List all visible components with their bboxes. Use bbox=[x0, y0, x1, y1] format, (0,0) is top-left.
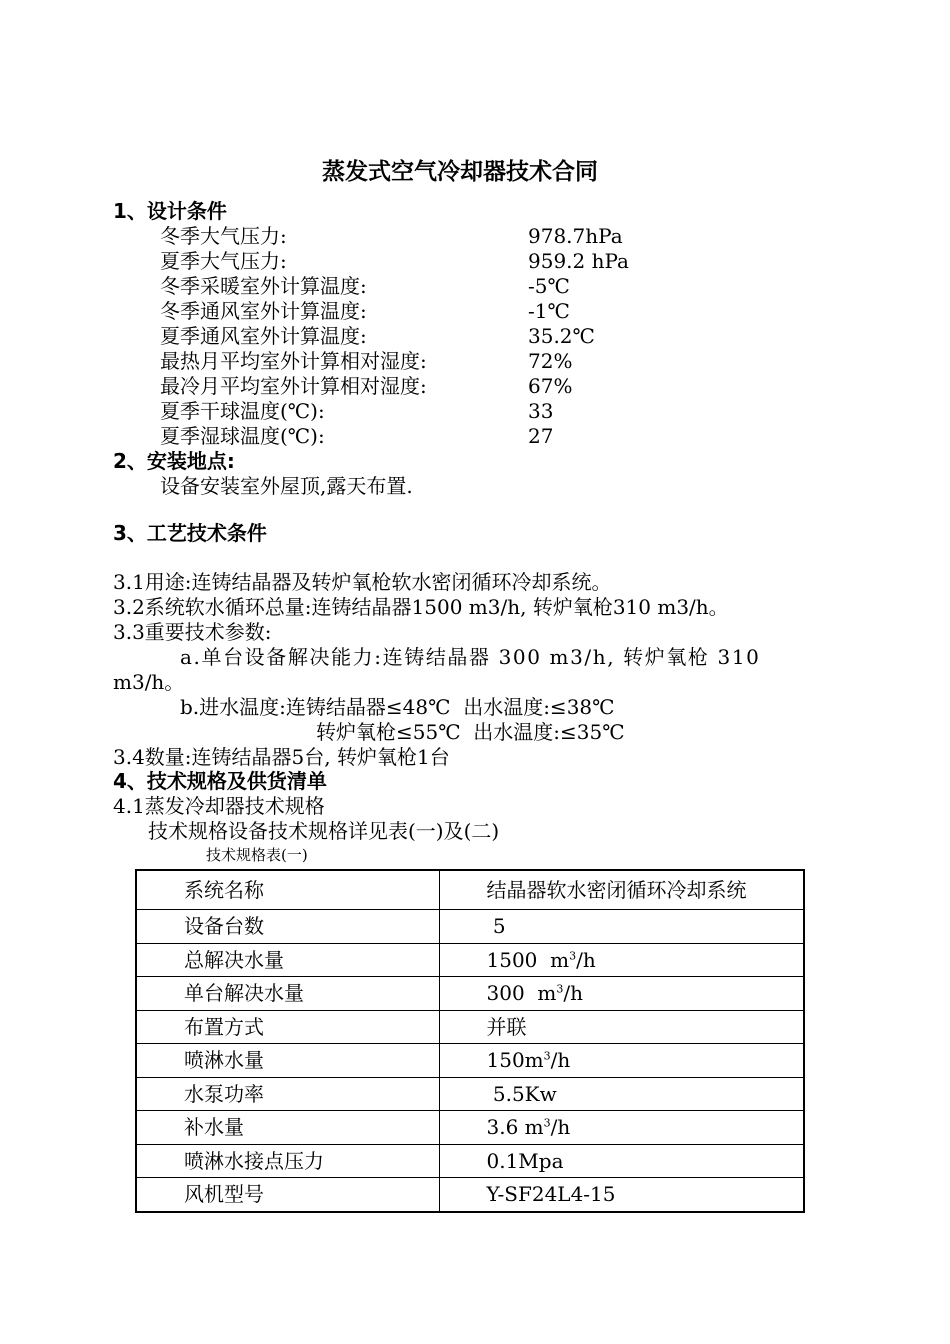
table-caption: 技术规格表(一) bbox=[206, 846, 308, 864]
spec-subheading: 4.1蒸发冷却器技术规格 bbox=[113, 794, 325, 818]
quantity-line: 3.4数量:连铸结晶器5台, 转炉氧枪1台 bbox=[113, 745, 450, 769]
capacity-line-cont: m3/h。 bbox=[113, 670, 185, 694]
condition-label: 最热月平均室外计算相对湿度: bbox=[160, 349, 427, 373]
spec-value bbox=[439, 910, 804, 944]
condition-label: 冬季采暖室外计算温度: bbox=[160, 274, 367, 298]
table-row bbox=[136, 1010, 804, 1044]
table-row bbox=[136, 1178, 804, 1212]
spec-label: 单台解决水量 bbox=[136, 977, 439, 1011]
condition-value: -1℃ bbox=[528, 299, 570, 323]
section-4-heading: 4、技术规格及供货清单 bbox=[113, 769, 327, 793]
spec-reference-line: 技术规格设备技术规格详见表(一)及(二) bbox=[148, 819, 500, 843]
condition-value: -5℃ bbox=[528, 274, 570, 298]
spec-value-text: 150m bbox=[486, 1048, 544, 1073]
spec-value: 并联 bbox=[439, 1010, 804, 1044]
condition-label: 夏季干球温度(℃): bbox=[160, 399, 325, 423]
table-row bbox=[136, 1044, 804, 1078]
spec-value: Y-SF24L4-15 bbox=[439, 1178, 804, 1212]
superscript: 3 bbox=[556, 982, 564, 996]
spec-label: 补水量 bbox=[136, 1111, 439, 1145]
condition-label: 夏季大气压力: bbox=[160, 249, 287, 273]
condition-label: 冬季大气压力: bbox=[160, 224, 287, 248]
section-3-heading: 3、工艺技术条件 bbox=[113, 521, 267, 545]
inlet-temp-line: b.进水温度:连铸结晶器≤48℃ 出水温度:≤38℃ bbox=[180, 695, 615, 719]
capacity-line: a.单台设备解决能力:连铸结晶器 300 m3/h, 转炉氧枪 310 bbox=[180, 645, 761, 669]
condition-value: 978.7hPa bbox=[528, 224, 623, 248]
flow-total-line: 3.2系统软水循环总量:连铸结晶器1500 m3/h, 转炉氧枪310 m3/h。 bbox=[113, 595, 729, 619]
spec-value: 结晶器软水密闭循环冷却系统 bbox=[439, 870, 804, 910]
spec-value-text: 5.5Kw bbox=[486, 1081, 557, 1106]
table-row bbox=[136, 1111, 804, 1145]
condition-label: 最冷月平均室外计算相对湿度: bbox=[160, 374, 427, 398]
spec-unit: /h bbox=[576, 947, 596, 972]
install-location-text: 设备安装室外屋顶,露天布置. bbox=[160, 474, 413, 498]
key-params-line: 3.3重要技术参数: bbox=[113, 620, 272, 644]
spec-label: 设备台数 bbox=[136, 910, 439, 944]
table-row bbox=[136, 977, 804, 1011]
spec-unit: /h bbox=[550, 1115, 571, 1140]
table-row bbox=[136, 1077, 804, 1111]
spec-table bbox=[135, 869, 805, 1213]
spec-value bbox=[439, 1111, 804, 1145]
condition-value: 33 bbox=[528, 399, 554, 423]
table-row bbox=[136, 943, 804, 977]
spec-value-text: 3.6 m bbox=[486, 1115, 544, 1140]
spec-unit: /h bbox=[563, 981, 583, 1006]
document-title: 蒸发式空气冷却器技术合同 bbox=[322, 159, 598, 185]
spec-value-text: 1500 m bbox=[486, 947, 570, 972]
section-2-heading: 2、安装地点: bbox=[113, 449, 235, 473]
spec-unit: /h bbox=[550, 1048, 571, 1073]
spec-value bbox=[439, 943, 804, 977]
inlet-temp-line-2: 转炉氧枪≤55℃ 出水温度:≤35℃ bbox=[316, 720, 625, 744]
condition-label: 夏季湿球温度(℃): bbox=[160, 424, 325, 448]
spec-value-text: 5 bbox=[486, 914, 506, 939]
superscript: 3 bbox=[543, 1049, 551, 1063]
condition-value: 35.2℃ bbox=[528, 324, 595, 348]
spec-label: 布置方式 bbox=[136, 1010, 439, 1044]
spec-label: 风机型号 bbox=[136, 1178, 439, 1212]
spec-label: 水泵功率 bbox=[136, 1077, 439, 1111]
purpose-line: 3.1用途:连铸结晶器及转炉氧枪软水密闭循环冷却系统。 bbox=[113, 570, 612, 594]
spec-label: 系统名称 bbox=[136, 870, 439, 910]
table-row bbox=[136, 1144, 804, 1178]
spec-value bbox=[439, 977, 804, 1011]
spec-label: 喷淋水量 bbox=[136, 1044, 439, 1078]
spec-label: 总解决水量 bbox=[136, 943, 439, 977]
superscript: 3 bbox=[569, 949, 577, 963]
condition-value: 72% bbox=[528, 349, 573, 373]
table-row bbox=[136, 910, 804, 944]
section-1-heading: 1、设计条件 bbox=[113, 199, 227, 223]
spec-label: 喷淋水接点压力 bbox=[136, 1144, 439, 1178]
condition-label: 冬季通风室外计算温度: bbox=[160, 299, 367, 323]
spec-value bbox=[439, 1077, 804, 1111]
spec-value bbox=[439, 1044, 804, 1078]
condition-value: 959.2 hPa bbox=[528, 249, 629, 273]
condition-value: 67% bbox=[528, 374, 573, 398]
spec-value-text: 300 m bbox=[486, 981, 557, 1006]
table-row bbox=[136, 870, 804, 910]
condition-label: 夏季通风室外计算温度: bbox=[160, 324, 367, 348]
condition-value: 27 bbox=[528, 424, 554, 448]
spec-value: 0.1Mpa bbox=[439, 1144, 804, 1178]
superscript: 3 bbox=[543, 1116, 551, 1130]
